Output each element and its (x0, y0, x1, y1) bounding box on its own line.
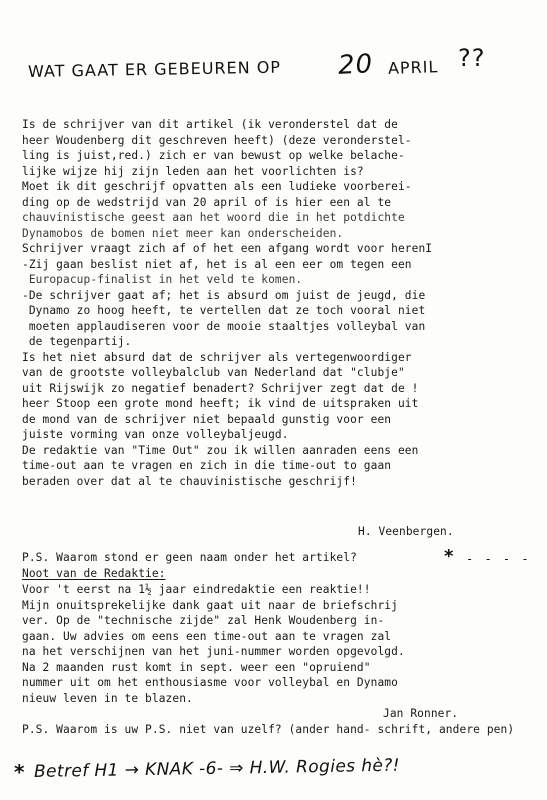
title-question-marks: ?? (458, 44, 486, 72)
handwritten-asterisk: * (444, 546, 454, 567)
article-signature: H. Veenbergen. (358, 525, 454, 538)
ps-line: P.S. Waarom is uw P.S. niet van uzelf? (ander hand- (22, 723, 371, 736)
article-line: -De schrijver gaat af; het is absurd om juist de jeugd, die (22, 288, 426, 302)
article-line: beraden over dat al te chauvinistische geschrijf! (22, 474, 357, 488)
note-line: Mijn onuitsprekelijke dank gaat uit naar de briefschrij (22, 598, 398, 612)
article-line: -Zij gaan beslist niet af, het is al een eer om tegen een (22, 257, 412, 271)
article-line: de tegenpartij. (22, 335, 132, 348)
article-line: heer Woudenberg dit geschreven heeft) (deze veronderstel- (22, 133, 412, 147)
ps-question: P.S. Waarom stond er geen naam onder het artikel? (22, 551, 357, 564)
note-line: nieuw leven in te blazen. (22, 691, 193, 705)
article-line: juiste vorming van onze volleybaljeugd. (22, 428, 289, 441)
note-line: Voor 't eerst na 1½ jaar eindredaktie een reaktie!! (22, 583, 371, 596)
editor-signature: Jan Ronner. (383, 707, 459, 720)
note-line: gaan. Uw advies om eens een time-out aan te vragen zal (22, 629, 392, 643)
article-line: time-out aan te vragen en zich in die time-out to gaan (22, 459, 392, 472)
article-line: Is de schrijver van dit artikel (ik veronderstel dat de (22, 118, 398, 131)
article-line: ding op de wedstrijd van 20 april of is hier een al te (22, 195, 392, 209)
handwritten-title (27, 44, 508, 90)
article-line: De redaktie van "Time Out" zou ik willen aanraden eens een (22, 443, 419, 457)
article-line: Is het niet absurd dat de schrijver als vertegenwoordiger (22, 350, 412, 364)
article-line: de mond van de schrijver niet bepaald gunstig voor een (22, 412, 392, 426)
handwritten-footer (14, 755, 534, 792)
article-line: Schrijver vraagt zich af of het een afgang wordt voor herenI (22, 242, 433, 255)
ps-line: schrift, andere pen) (377, 723, 515, 736)
article-line: uit Rijswijk zo negatief benadert? Schrijver zegt dat de ! (22, 381, 419, 395)
title-date: 20 (337, 49, 374, 81)
note-line: Na 2 maanden rust komt in sept. weer een "opruiend" (22, 660, 371, 674)
article-line: Moet ik dit geschrijf opvatten als een ludieke voorberei- (22, 180, 412, 193)
article-line: ling is juist,red.) zich er van bewust op welke belache- (22, 149, 405, 162)
title-main-text: WAT GAAT ER GEBEUREN OP (27, 57, 282, 81)
editor-note-body (22, 582, 532, 706)
article-line: heer Stoop een grote mond heeft; ik vind de uitspraken uit (22, 397, 419, 410)
footer-asterisk: * (14, 760, 25, 784)
article-line: Europacup-finalist in het veld te komen. (22, 273, 303, 286)
dash-divider: - - - - (466, 552, 531, 566)
footer-handwritten-text: Betref H1 → KNAK -6- ⇒ H.W. Rogies hè?! (33, 755, 401, 782)
article-line: chauvinistische geest aan het woord die in het potdichte (22, 211, 405, 224)
article-line: van de grootste volleybalclub van Nederland dat "clubje" (22, 366, 405, 379)
title-month: APRIL (387, 57, 439, 78)
article-body (22, 117, 532, 489)
note-line: ver. Op de "technische zijde" zal Henk Woudenberg in- (22, 614, 385, 627)
note-line: na het verschijnen van het juni-nummer worden opgevolgd. (22, 645, 405, 658)
editor-note-heading: Noot van de Redaktie: (22, 567, 166, 580)
editor-ps (22, 722, 532, 738)
article-line: Dynamobos de bomen niet meer kan onderscheiden. (22, 226, 344, 240)
article-line: Dynamo zo hoog heeft, te vertellen dat ze toch vooral niet (22, 304, 426, 317)
note-line: nummer uit om het enthousiasme voor volleybal en Dynamo (22, 676, 398, 689)
article-line: lijke wijze hij zijn leden aan het voorlichten is? (22, 164, 364, 178)
article-line: moeten applaudiseren voor de mooie staaltjes volleybal van (22, 319, 426, 333)
